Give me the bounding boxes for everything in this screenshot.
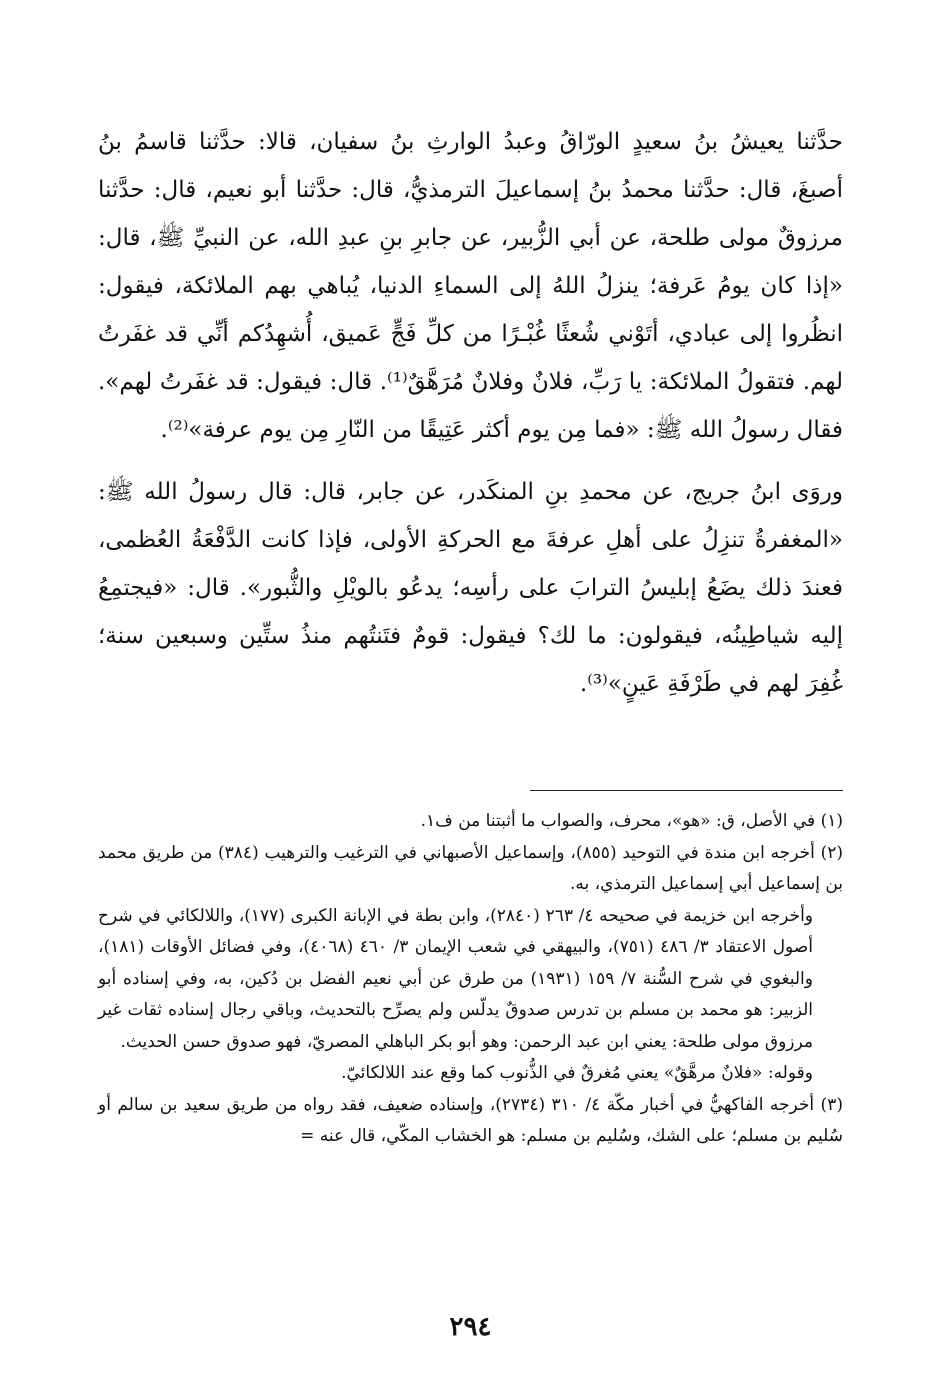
footnotes	[98, 806, 843, 1153]
main-paragraph-1: حدَّثنا يعيشُ بنُ سعيدٍ الورّاقُ وعبدُ الوارثِ بنُ سفيان، قالا: حدَّثنا قاسمُ بنُ أصبغَ، قال: حدَّثنا محمدُ بنُ إسماعيلَ الترمذيُّ، قال: حدَّثنا أبو نعيم، قال: حدَّثنا مرزوقٌ مولى طلحة، عن أبي الزُّبير، عن جابرِ بنِ عبدِ الله، عن النبيِّ ﷺ، قال: «إذا كان يومُ عَرفة؛ ينزلُ اللهُ إلى السماءِ الدنيا، يُباهي بهم الملائكة، فيقول: انظُروا إلى عبادي، أتَوْني شُعثًا غُبْـرًا من كلِّ فَجٍّ عَميق، أُشهِدُكم أنِّي قد غفَرتُ لهم. فتقولُ الملائكة: يا رَبِّ، فلانٌ وفلانٌ مُرَهَّقٌ⁽¹⁾. قال: فيقول: قد غفَرتُ لهم». فقال رسولُ الله ﷺ: «فما مِن يوم أكثر عَتِيقًا من النّارِ مِن يوم عرفة»⁽²⁾.	[98, 129, 843, 443]
footnote-separator	[530, 790, 843, 791]
footnote-2-quote: وقوله: «فلانٌ مرهَّقٌ» يعني مُغرقٌ في الذُّنوب كما وقع عند اللالكائيّ.	[341, 1063, 813, 1083]
footnote-2-continuation: وأخرجه ابن خزيمة في صحيحه ٤/ ٢٦٣ (٢٨٤٠)، وابن بطة في الإبانة الكبرى (١٧٧)، واللالكائي في شرح أصول الاعتقاد ٣/ ٤٨٦ (٧٥١)، والبيهقي في شعب الإيمان ٣/ ٤٦٠ (٤٠٦٨)، وفي فضائل الأوقات (١٨١)، والبغوي في شرح السُّنة ٧/ ١٥٩ (١٩٣١) من طرق عن أبي نعيم الفضل بن دُكين، به، وفي إسناده أبو الزبير: هو محمد بن مسلم بن تدرس صدوقٌ يدلّس ولم يصرِّح بالتحديث، وباقي رجال إسناده ثقات غير مرزوق مولى طلحة: يعني ابن عبد الرحمن: وهو أبو بكر الباهلي المصريّ، فهو صدوق حسن الحديث.	[98, 905, 813, 1052]
footnote-1: (١) في الأصل، ق: «هو»، محرف، والصواب ما أثبتنا من ف١.	[420, 811, 843, 831]
page-number: ٢٩٤	[449, 1312, 492, 1342]
footnote-3: (٣) أخرجه الفاكهيُّ في أخبار مكّة ٤/ ٣١٠ (٢٧٣٤)، وإسناده ضعيف، فقد رواه من طريق سعيد بن سالم أو سُليم بن مسلم؛ على الشك، وسُليم بن مسلم: هو الخشاب المكّي، قال عنه =	[98, 1094, 843, 1146]
footnote-2: (٢) أخرجه ابن مندة في التوحيد (٨٥٥)، وإسماعيل الأصبهاني في الترغيب والترهيب (٣٨٤) من طريق محمد بن إسماعيل أبي إسماعيل الترمذي، به.	[98, 842, 843, 894]
main-text	[98, 118, 843, 708]
main-paragraph-2: وروَى ابنُ جريج، عن محمدِ بنِ المنكَدر، عن جابر، قال: قال رسولُ الله ﷺ: «المغفرةُ تنزِلُ على أهلِ عرفةَ مع الحركةِ الأولى، فإذا كانت الدَّفْعَةُ العُظمى، فعندَ ذلك يضَعُ إبليسُ الترابَ على رأسِه؛ يدعُو بالويْلِ والثُّبور». قال: «فيجتمِعُ إليه شياطِينُه، فيقولون: ما لك؟ فيقول: قومٌ فتَنتُهم منذُ ستِّين وسبعين سنة؛ غُفِرَ لهم في طَرْفَةِ عَينٍ»⁽³⁾.	[98, 479, 843, 697]
